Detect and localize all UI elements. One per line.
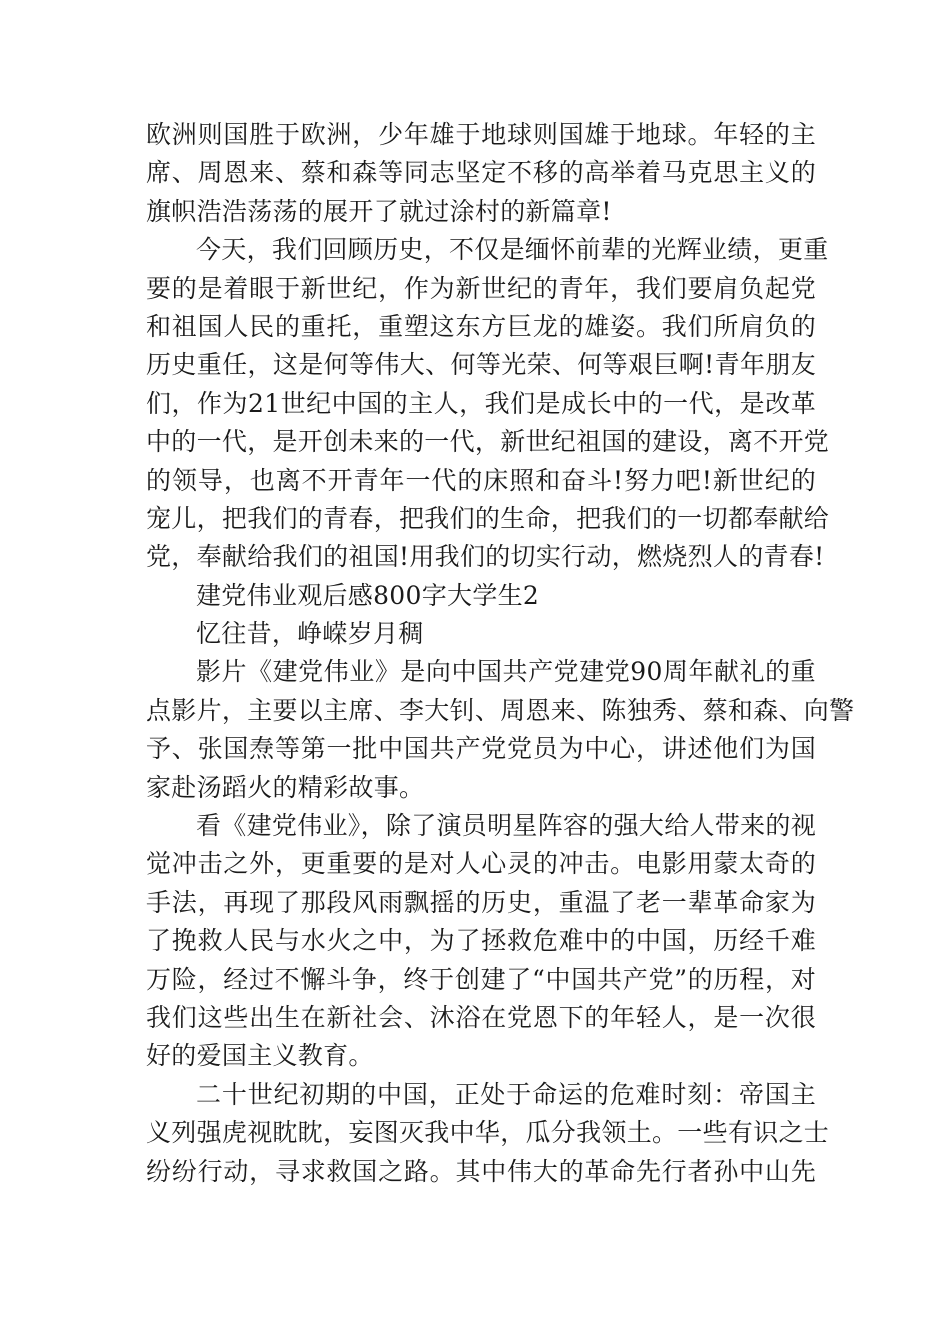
text-line: 欧洲则国胜于欧洲，少年雄于地球则国雄于地球。年轻的主 [146, 120, 816, 149]
subheading-text: 忆往昔，峥嵘岁月稠 [196, 619, 424, 649]
text-line: 义列强虎视眈眈，妄图灭我中华，瓜分我领土。一些有识之士 [146, 1118, 830, 1148]
text-line: 中的一代，是开创未来的一代，新世纪祖国的建设，离不开党 [146, 427, 830, 457]
heading-text: 建党伟业观后感800字大学生2 [196, 580, 540, 610]
text-line: 我们这些出生在新社会、沐浴在党恩下的年轻人，是一次很 [146, 1002, 816, 1032]
text-line: 觉冲击之外，更重要的是对人心灵的冲击。电影用蒙太奇的 [146, 849, 816, 879]
text-line: 今天，我们回顾历史，不仅是缅怀前辈的光辉业绩，更重 [196, 235, 829, 265]
text-line: 要的是着眼于新世纪，作为新世纪的青年，我们要肩负起党 [146, 273, 816, 303]
document-body [146, 116, 855, 1191]
section-subheading [146, 615, 816, 653]
text-line: 纷纷行动，寻求救国之路。其中伟大的革命先行者孙中山先 [146, 1156, 816, 1186]
text-line: 党，奉献给我们的祖国!用我们的切实行动，燃烧烈人的青春! [146, 542, 825, 572]
text-line: 了挽救人民与水火之中，为了拯救危难中的中国，历经千难 [146, 926, 816, 956]
text-line: 旗帜浩浩荡荡的展开了就过涂村的新篇章! [146, 196, 612, 226]
text-line: 二十世纪初期的中国，正处于命运的危难时刻：帝国主 [196, 1079, 816, 1109]
paragraph [146, 807, 816, 1076]
paragraph [146, 653, 855, 807]
text-line: 看《建党伟业》，除了演员明星阵容的强大给人带来的视 [196, 811, 817, 841]
paragraph [146, 1076, 830, 1191]
text-line: 和祖国人民的重托，重塑这东方巨龙的雄姿。我们所肩负的 [146, 311, 816, 341]
paragraph [146, 116, 816, 231]
paragraph [146, 231, 830, 577]
section-heading [146, 577, 816, 615]
text-line: 好的爱国主义教育。 [146, 1041, 374, 1071]
text-line: 席、周恩来、蔡和森等同志坚定不移的高举着马克思主义的 [146, 158, 816, 188]
text-line: 点影片，主要以主席、李大钊、周恩来、陈独秀、蔡和森、向警 [146, 695, 855, 725]
text-line: 的领导，也离不开青年一代的床照和奋斗!努力吧!新世纪的 [146, 465, 816, 495]
text-line: 影片《建党伟业》是向中国共产党建党90周年献礼的重 [196, 657, 816, 687]
text-line: 予、张国焘等第一批中国共产党党员为中心，讲述他们为国 [146, 734, 816, 764]
text-line: 万险，经过不懈斗争，终于创建了“中国共产党”的历程，对 [146, 964, 816, 994]
text-line: 家赴汤蹈火的精彩故事。 [146, 772, 425, 802]
text-line: 宠儿，把我们的青春，把我们的生命，把我们的一切都奉献给 [146, 503, 830, 533]
text-line: 历史重任，这是何等伟大、何等光荣、何等艰巨啊!青年朋友 [146, 350, 816, 380]
text-line: 们，作为21世纪中国的主人，我们是成长中的一代，是改革 [146, 388, 816, 418]
text-line: 手法，再现了那段风雨飘摇的历史，重温了老一辈革命家为 [146, 887, 816, 917]
